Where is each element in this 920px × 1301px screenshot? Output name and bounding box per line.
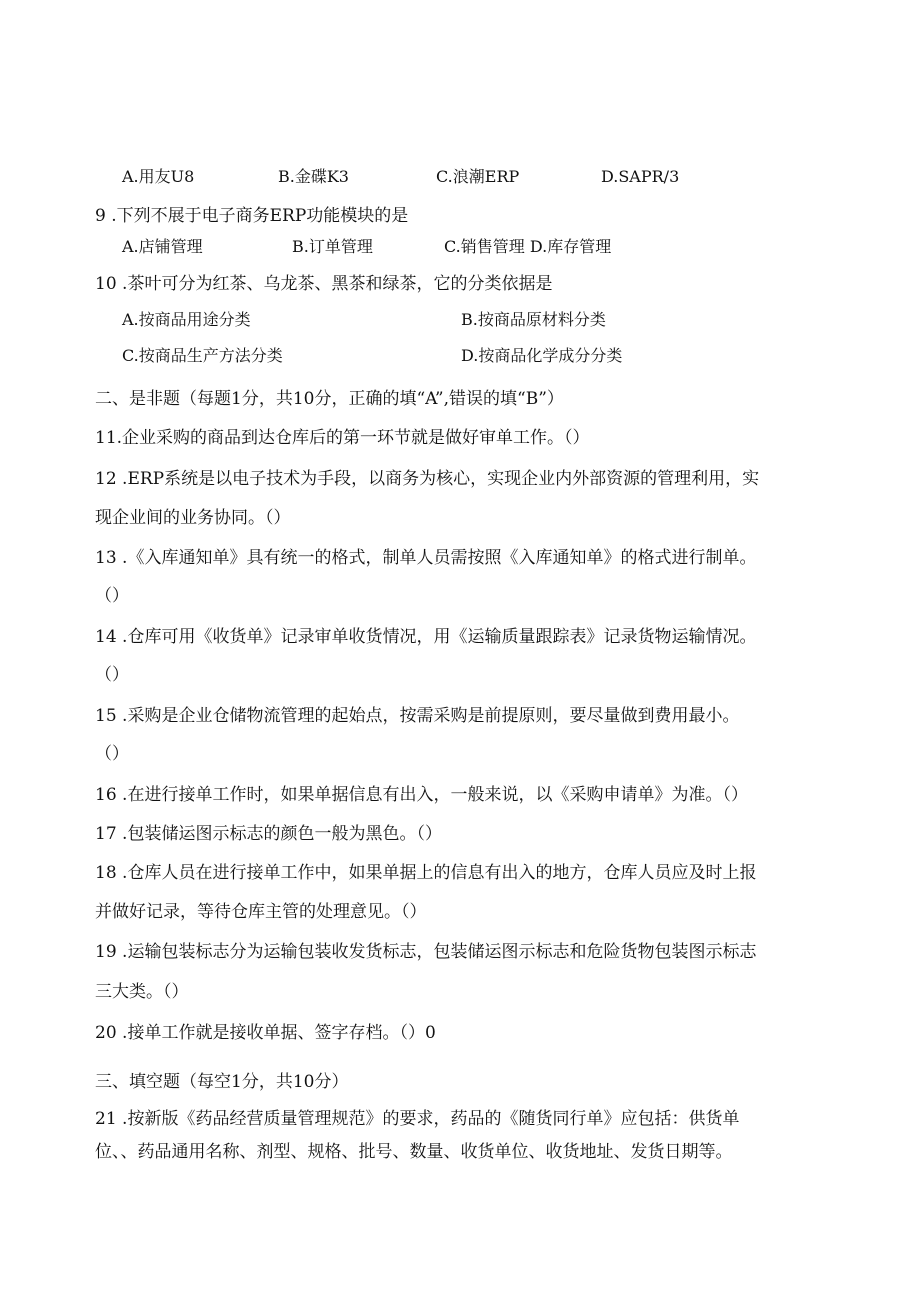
q11-text: 11.企业采购的商品到达仓库后的第一环节就是做好审单工作。（） [95, 428, 590, 448]
q9-option-cd: C.销售管理 D.库存管理 [444, 237, 612, 256]
section-3-heading: 三、填空题（每空1分，共10分） [95, 1072, 349, 1092]
q13-line-1: 13 .《入库通知单》具有统一的格式，制单人员需按照《入库通知单》的格式进行制单。 [95, 548, 757, 568]
q21-line-2: 位、、药品通用名称、剂型、规格、批号、数量、收货单位、收货地址、发货日期等。 [95, 1142, 733, 1162]
q14-line-1: 14 .仓库可用《收货单》记录审单收货情况，用《运输质量跟踪表》记录货物运输情况。 [95, 627, 757, 647]
q8-option-d: D.SAPR/3 [601, 167, 680, 186]
q8-option-c: C.浪潮ERP [436, 167, 520, 186]
q10-option-b: B.按商品原材料分类 [461, 310, 606, 329]
q9-option-b: B.订单管理 [292, 237, 373, 256]
q12-line-1: 12 .ERP系统是以电子技术为手段，以商务为核心，实现企业内外部资源的管理利用，实 [95, 469, 760, 489]
q12-line-2: 现企业间的业务协同。（） [95, 508, 291, 528]
q8-option-b: B.金碟K3 [278, 167, 349, 186]
q10-option-c: C.按商品生产方法分类 [122, 346, 283, 365]
q9-text: 9 .下列不展于电子商务ERP功能模块的是 [95, 206, 409, 226]
q13-line-2: （） [95, 586, 129, 606]
q21-line-1: 21 .按新版《药品经营质量管理规范》的要求，药品的《随货同行单》应包括：供货单 [95, 1109, 740, 1129]
q19-line-1: 19 .运输包装标志分为运输包装收发货标志，包装储运图示标志和危险货物包装图示标志 [95, 942, 757, 962]
q10-option-a: A.按商品用途分类 [122, 310, 251, 329]
section-2-heading: 二、是非题（每题1分，共10分，正确的填“A”,错误的填“B”） [95, 389, 564, 409]
q18-line-2: 并做好记录，等待仓库主管的处理意见。（） [95, 902, 427, 922]
q19-line-2: 三大类。（） [95, 982, 189, 1002]
q10-text: 10 .茶叶可分为红茶、乌龙茶、黑茶和绿茶，它的分类依据是 [95, 274, 553, 294]
q17-text: 17 .包装储运图示标志的颜色一般为黑色。（） [95, 824, 442, 844]
q20-text: 20 .接单工作就是接收单据、签字存档。（）0 [95, 1023, 436, 1043]
q15-line-1: 15 .采购是企业仓储物流管理的起始点，按需采购是前提原则，要尽量做到费用最小。 [95, 706, 740, 726]
q18-line-1: 18 .仓库人员在进行接单工作中，如果单据上的信息有出入的地方，仓库人员应及时上报 [95, 863, 757, 883]
q9-option-a: A.店铺管理 [122, 237, 203, 256]
q10-option-d: D.按商品化学成分分类 [461, 346, 623, 365]
q15-line-2: （） [95, 744, 129, 764]
q8-option-a: A.用友U8 [122, 167, 195, 186]
q14-line-2: （） [95, 665, 129, 685]
q16-text: 16 .在进行接单工作时，如果单据信息有出入，一般来说，以《采购申请单》为准。（） [95, 785, 748, 805]
